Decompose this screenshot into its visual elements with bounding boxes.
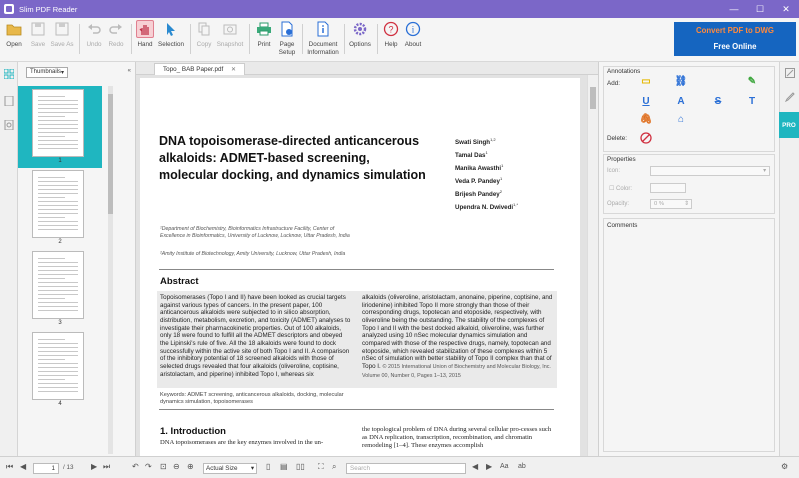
- selection-tool-button[interactable]: Selection: [158, 20, 184, 49]
- open-button[interactable]: Open: [4, 20, 24, 49]
- highlight-icon[interactable]: ✎: [747, 75, 757, 87]
- paper-title: DNA topoisomerase-directed anticancerous alkaloids: ADMET-based screening, molecular docking, and dynamics simulation: [159, 134, 426, 182]
- pdf-page: [140, 78, 580, 456]
- chevron-down-icon: ▾: [61, 69, 65, 76]
- maximize-button[interactable]: ☐: [755, 3, 765, 14]
- fullscreen-icon[interactable]: ⛶: [318, 462, 324, 471]
- title-bar: [0, 0, 799, 18]
- author-name: Brijesh Pandey$^2$: [455, 189, 502, 199]
- app-logo-icon: [4, 4, 14, 14]
- opacity-label: Opacity:: [607, 201, 630, 207]
- search-previous-icon[interactable]: ◀: [472, 462, 479, 471]
- strikeout-icon[interactable]: S: [714, 95, 722, 107]
- icon-label: Icon:: [607, 168, 621, 174]
- single-page-view-icon[interactable]: ▯: [266, 462, 271, 471]
- settings-gear-icon[interactable]: ⚙: [781, 462, 789, 471]
- svg-text:?: ?: [388, 24, 394, 35]
- previous-page-icon[interactable]: ◀: [20, 462, 27, 471]
- window-title: Slim PDF Reader: [19, 4, 78, 14]
- pen-icon[interactable]: [785, 92, 795, 102]
- copy-button[interactable]: Copy: [194, 20, 214, 49]
- body-column-1: DNA topoisomerases are the key enzymes involved in the un-: [160, 439, 324, 446]
- thumbnails-view-icon[interactable]: [4, 69, 14, 79]
- folder-icon: [5, 20, 23, 38]
- hand-tool-button[interactable]: Hand: [135, 20, 155, 49]
- delete-label: Delete:: [607, 135, 627, 142]
- annotations-heading: Annotations: [607, 68, 641, 75]
- icon-select[interactable]: ▾: [650, 166, 770, 176]
- document-viewer[interactable]: [136, 75, 598, 456]
- thumbnail-page-number: 3: [58, 320, 62, 326]
- left-sidebar-strip: [0, 62, 18, 456]
- pro-tab[interactable]: PRO: [779, 112, 799, 138]
- introduction-heading: 1. Introduction: [160, 426, 226, 437]
- svg-text:i: i: [411, 24, 415, 35]
- annotation-panel: [598, 62, 779, 456]
- text-box-icon[interactable]: T: [748, 95, 756, 107]
- thumbnail-page-number: 2: [58, 239, 62, 245]
- zoom-select[interactable]: Actual Size ▾: [203, 463, 257, 474]
- close-button[interactable]: ✕: [782, 3, 790, 14]
- author-list: [455, 135, 518, 213]
- page-number-input[interactable]: 1: [33, 463, 59, 474]
- help-button[interactable]: ? Help: [381, 20, 401, 49]
- status-bar: [0, 456, 799, 478]
- collapse-panel-button[interactable]: «: [127, 68, 131, 74]
- main-toolbar: [0, 18, 799, 62]
- page-thumbnail[interactable]: [32, 251, 84, 319]
- printer-icon: [255, 20, 273, 38]
- sticky-note-icon[interactable]: ▭: [641, 75, 651, 87]
- abstract-heading: Abstract: [160, 276, 199, 287]
- thumbnail-scrollbar[interactable]: [108, 86, 113, 454]
- save-as-icon: [53, 20, 71, 38]
- search-input[interactable]: Search: [346, 463, 466, 474]
- attachments-icon[interactable]: [4, 120, 14, 130]
- cursor-icon: [162, 20, 180, 38]
- page-setup-icon: [278, 20, 296, 38]
- squiggly-icon[interactable]: A: [677, 95, 685, 107]
- page-setup-button[interactable]: Page Setup: [276, 20, 298, 56]
- link-icon[interactable]: ⛓: [674, 75, 688, 87]
- add-label: Add:: [607, 80, 620, 87]
- document-tab[interactable]: Topo_ BAB Paper.pdf ✕: [154, 63, 245, 75]
- next-page-icon[interactable]: ▶: [91, 462, 98, 471]
- author-name: Manika Awasthi$^1$: [455, 163, 504, 173]
- delete-annotation-icon[interactable]: [639, 131, 653, 145]
- redo-button[interactable]: Redo: [106, 20, 126, 49]
- color-checkbox[interactable]: ☐ Color:: [609, 186, 633, 192]
- annotations-panel-icon[interactable]: [785, 68, 795, 78]
- zoom-out-icon[interactable]: ⊖: [173, 462, 180, 471]
- page-total: / 13: [63, 464, 74, 471]
- affiliation-2: ²Amity Institute of Biotechnology, Amity University, Lucknow, Uttar Pradesh, India: [160, 251, 346, 257]
- bookmarks-icon[interactable]: [4, 96, 14, 106]
- document-tab-bar: [136, 62, 598, 75]
- copy-icon: [195, 20, 213, 38]
- affiliation-1: ¹Department of Biochemistry, Bioinformatics Infrastructure Facility, Center of Excellence in Bioinformatics, University of Lucknow, Lucknow, Uttar Pradesh, India: [160, 226, 350, 239]
- fit-page-icon[interactable]: ⊡: [160, 462, 167, 471]
- match-case-icon[interactable]: Aa: [500, 463, 509, 470]
- attachment-icon[interactable]: 🖇: [639, 113, 653, 125]
- divider: [159, 269, 554, 270]
- search-next-icon[interactable]: ▶: [486, 462, 493, 471]
- abstract-column-1: Topoisomerases (Topo I and II) have been looked as crucial targets against various types of cancers. In the present paper, 100 anticancerous alkaloids were subjected to in silico absorption, distribution, metabolism, excretion, and toxicity (ADMET) analyses to investigate their pharmacokinetic properties. Out of 100 alkaloids, only 18 were found to fulfill all the ADMET descriptors and obeyed the Lipinski's rule of five. All the 18 alkaloids were found to dock successfully within the active site of both Topo I and II. A comparison of the inhibitory potential of 18 screened alkaloids with those of selected drugs revealed that four alkaloids (oliveroline, coptisine, aristolactam, and piperine) inhibited Topo I, whereas six: [160, 294, 351, 378]
- panel-mode-select[interactable]: Thumbnails ▾: [26, 67, 68, 78]
- page-thumbnail[interactable]: [32, 332, 84, 400]
- author-name: Swati Singh$^{1,2}$: [455, 137, 496, 147]
- document-info-button[interactable]: Document Information: [306, 20, 340, 56]
- thumbnail-page-number: 4: [58, 401, 62, 407]
- divider: [159, 409, 554, 410]
- page-thumbnail[interactable]: [32, 170, 84, 238]
- rotate-left-icon[interactable]: ↶: [132, 462, 139, 471]
- redo-icon: [107, 20, 125, 38]
- two-page-view-icon[interactable]: ▯▯: [296, 462, 305, 471]
- options-button[interactable]: Options: [348, 20, 372, 49]
- body-column-2: the topological problem of DNA during several cellular pro-cesses such as DNA replication, transcription, recombination, and chromatin remodeling [1–4]. These enzymes accomplish: [362, 426, 552, 450]
- viewer-scrollbar[interactable]: [587, 75, 598, 456]
- first-page-icon[interactable]: ⏮: [6, 462, 14, 471]
- convert-promo-button[interactable]: Convert PDF to DWG Free Online: [674, 22, 796, 56]
- print-button[interactable]: Print: [254, 20, 274, 49]
- whole-word-icon[interactable]: ab: [518, 463, 526, 470]
- document-info-icon: [314, 20, 332, 38]
- about-button[interactable]: i About: [403, 20, 423, 49]
- copyright-line: © 2015 International Union of Biochemistry and Molecular Biology, Inc. Volume 00, Number 0, Pages 1–13, 2015: [362, 363, 551, 379]
- save-button[interactable]: Save: [28, 20, 48, 49]
- continuous-view-icon[interactable]: ▤: [280, 462, 288, 471]
- keywords: Keywords: ADMET screening, anticancerous alkaloids, docking, molecular dynamics simulation, topoisomerases: [160, 392, 344, 405]
- comments-heading: Comments: [607, 222, 638, 229]
- author-name: Upendra N. Dwivedi$^{1,*}$: [455, 202, 519, 212]
- search-icon: ⌕: [332, 462, 337, 471]
- info-icon: [404, 20, 422, 38]
- hand-icon: [136, 20, 154, 38]
- undo-button[interactable]: Undo: [84, 20, 104, 49]
- gear-icon: [351, 20, 369, 38]
- save-icon: [29, 20, 47, 38]
- last-page-icon[interactable]: ⏭: [103, 462, 111, 471]
- abstract-column-2: alkaloids (oliveroline, aristolactam, anonaine, piperine, coptisine, and liriodenine) inhibited Topo II more strongly than those of their corresponding drugs, topotecan and etoposide, respectively, with oliveroline being the outstanding. The stability of the complexes of Topo I and II with the best docked alkaloid, oliveroline, was further analyzed using 10 nSec molecular dynamics simulation and compared with those of the respective drugs, namely, topotecan and etoposide, which revealed stabilization of these complexes within 5 nSec of simulation with better stability of Topo II complex than that of Topo I. © 2015 International Union of Biochemistry and Molecular Biology, Inc. Volume 00, Number 0, Pages 1–13, 2015: [362, 294, 553, 379]
- opacity-input[interactable]: 0 % ⇕: [650, 199, 692, 209]
- properties-heading: Properties: [607, 156, 636, 163]
- underline-icon[interactable]: U: [642, 95, 650, 107]
- snapshot-icon: [221, 20, 239, 38]
- minimize-button[interactable]: —: [729, 4, 739, 14]
- save-as-button[interactable]: Save As: [50, 20, 74, 49]
- color-picker[interactable]: [650, 183, 686, 193]
- help-icon: [382, 20, 400, 38]
- author-name: Veda P. Pandey$^1$: [455, 176, 503, 186]
- stamp-icon[interactable]: ⌂: [677, 113, 685, 125]
- snapshot-button[interactable]: Snapshot: [216, 20, 244, 49]
- undo-icon: [85, 20, 103, 38]
- comments-section: [603, 218, 775, 452]
- rotate-right-icon[interactable]: ↷: [145, 462, 152, 471]
- page-thumbnail[interactable]: [32, 89, 84, 157]
- author-name: Tamal Das$^1$: [455, 150, 488, 160]
- close-tab-icon[interactable]: ✕: [230, 67, 236, 73]
- zoom-in-icon[interactable]: ⊕: [187, 462, 194, 471]
- thumbnail-page-number: 1: [58, 158, 62, 164]
